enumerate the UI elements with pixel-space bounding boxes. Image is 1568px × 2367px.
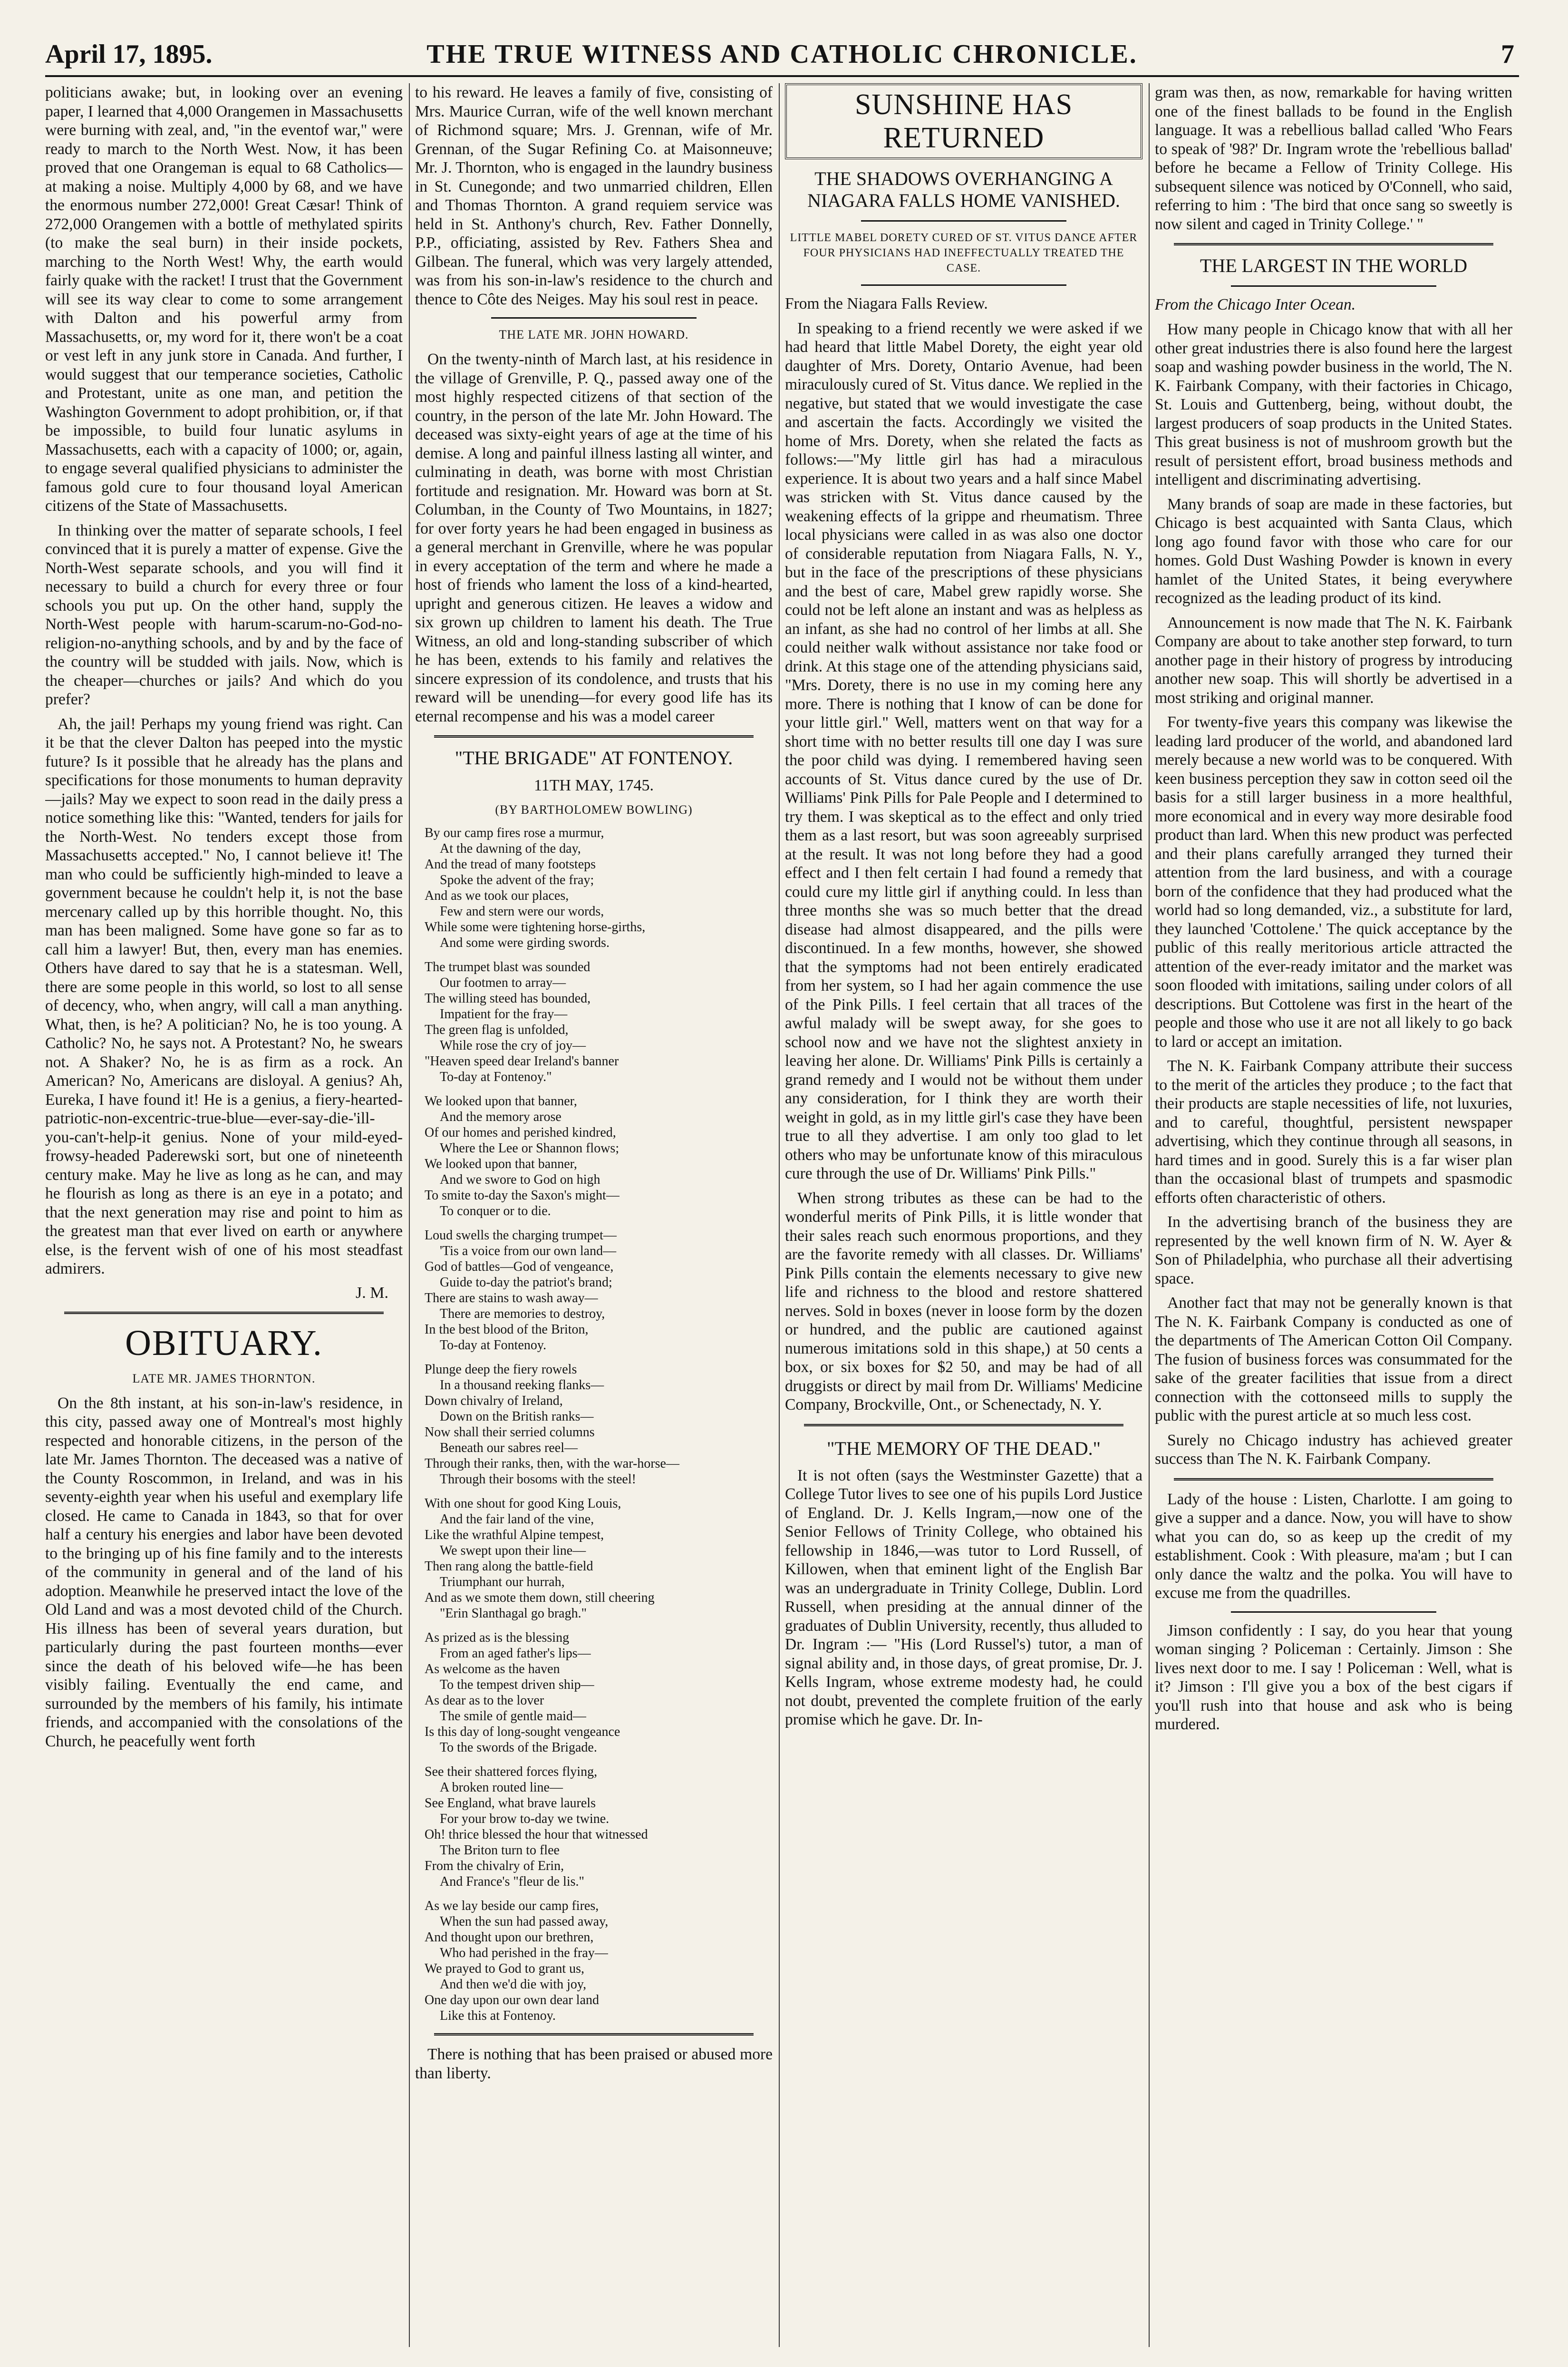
largest-paragraph: How many people in Chicago know that with all her other great industries there is also found here the largest soap and washing powder business in the world, The N. K. Fairbank Company, with their factories in Chicago, St. Louis and Guttenberg, being, without doubt, the largest producers of soap products in the United States. This great business is not of mushroom growth but the result of persistent effort, broad business methods and intelligent and discriminating advertising. <box>1155 321 1512 488</box>
poem-line: As we lay beside our camp fires, <box>425 1899 599 1913</box>
poem-line: For your brow to-day we twine. <box>440 1812 610 1826</box>
obituary-heading: OBITUARY. <box>125 1323 323 1363</box>
poem-stanza <box>425 825 773 951</box>
section-divider <box>434 2033 754 2036</box>
howard-heading: THE LATE MR. JOHN HOWARD. <box>499 328 689 341</box>
poem-line: As prized as is the blessing <box>425 1630 570 1645</box>
poem-line: Down on the British ranks— <box>440 1409 594 1424</box>
poem-line: To conquer or to die. <box>440 1204 551 1218</box>
poem-line: There are memories to destroy, <box>440 1306 605 1321</box>
poem-line: Beneath our sabres reel— <box>440 1441 578 1455</box>
poem-line: And the fair land of the vine, <box>440 1512 594 1527</box>
poem-line: Like the wrathful Alpine tempest, <box>425 1528 604 1542</box>
poem-line: As dear as to the lover <box>425 1693 544 1708</box>
howard-obituary-text: On the twenty-ninth of March last, at his residence in the village of Grenville, P. Q., passed away one of the most highly respected citizens of that section of the country, in the person of the late Mr. John Howard. The deceased was sixty-eight years of age at the time of his demise. A long and painful illness lasting all winter, and culminating in death, was borne with most Christian fortitude and resignation. Mr. Howard was born at St. Columban, in the County of Two Mountains, in 1827; for over forty years he had been engaged in business as a general merchant in Grenville, where he was popular in every acceptation of the term and where he made a host of friends who lament the loss of a kind-hearted, upright and generous citizen. He leaves a widow and six grown up children to lament his death. The True Witness, an old and long-standing subscriber of which he has been, extends to his family and relatives the sincere expression of its condolence, and trusts that his reward will be unending—for every good life has its eternal recompense and his was a model career <box>415 351 773 725</box>
poem-line: And thought upon our brethren, <box>425 1930 594 1945</box>
largest-paragraph: In the advertising branch of the business they are represented by the well known firm of N. W. Ayer & Son of Philadelphia, who purchase all their advertising space. <box>1155 1213 1512 1287</box>
poem-line: God of battles—God of vengeance, <box>425 1259 614 1274</box>
sunshine-headline: SUNSHINE HAS RETURNED <box>785 83 1142 159</box>
sunshine-paragraph: When strong tributes as these can be had to the wonderful merits of Pink Pills, it is little wonder that their sales reach such enormous proportions, and they are the favorite remedy with all classes. Dr. Williams' Pink Pills contain the elements necessary to give new life and richness to the blood and restore shattered nerves. Sold in boxes (never in loose form by the dozen or hundred, and the public are cautioned against numerous imitations sold in this shape,) at 50 cents a box, or six boxes for $2 50, and may be had of all druggists or direct by mail from Dr. Williams' Medicine Company, Brockville, Ont., or Schenectady, N. Y. <box>785 1189 1142 1413</box>
poem-line: Our footmen to array— <box>440 975 566 990</box>
poem-byline: (BY BARTHOLOMEW BOWLING) <box>495 803 693 817</box>
column-2 <box>415 83 773 2352</box>
poem-line: Spoke the advent of the fray; <box>440 873 594 887</box>
poem-line: To smite to-day the Saxon's might— <box>425 1188 619 1203</box>
poem-line: See England, what brave laurels <box>425 1796 596 1811</box>
poem-line: We looked upon that banner, <box>425 1157 577 1171</box>
newspaper-title: THE TRUE WITNESS AND CATHOLIC CHRONICLE. <box>426 39 1138 69</box>
poem-line: We looked upon that banner, <box>425 1094 577 1109</box>
largest-source: From the Chicago Inter Ocean. <box>1155 296 1356 313</box>
largest-paragraph: The N. K. Fairbank Company attribute their success to the merit of the articles they produce ; to the fact that their products are staple necessities of life, not luxuries, and to careful, thoughtful, persistent newspaper advertising, which they continue through all seasons, in hard times and in good. Surely this is a far wiser plan than the occasional blast of trumpets and spasmodic efforts often characteristic of others. <box>1155 1057 1512 1207</box>
poem-line: Through their bosoms with the steel! <box>440 1472 636 1487</box>
largest-paragraph: Announcement is now made that The N. K. Fairbank Company are about to take another step forward, to turn another page in their history of progress by introducing another new soap. This will shortly be advertised in a most striking and original manner. <box>1155 614 1512 707</box>
poem-line: And the tread of many footsteps <box>425 857 596 872</box>
poem-line: Of our homes and perished kindred, <box>425 1125 616 1140</box>
poem-line: At the dawning of the day, <box>440 841 581 856</box>
poem-line: In the best blood of the Briton, <box>425 1322 589 1337</box>
column-rule <box>409 83 410 2347</box>
poem-line: And France's "fleur de lis." <box>440 1874 584 1889</box>
poem-line: We swept upon their line— <box>440 1543 586 1558</box>
thornton-heading: LATE MR. JAMES THORNTON. <box>132 1371 316 1385</box>
section-divider <box>1231 285 1436 287</box>
page-number: 7 <box>1501 39 1514 69</box>
largest-paragraph: For twenty-five years this company was likewise the leading lard producer of the world, and abandoned lard merely because a new world was to be conquered. With keen business perception they saw in cotton seed oil the basis for a still larger business in a more healthful, more economical and in every way more desirable food product than lard. When this new product was perfected and their plans carefully arranged they turned their attention from the lard business, and with a courage born of the confidence that they had produced what the world had so long demanded, viz., a substitute for lard, they launched 'Cottolene.' The quick acceptance by the public of this really meritorious article attracted the attention of the ever-ready imitator and the market was soon flooded with imitations, sailing under colors of all descriptions. But Cottolene was first in the heart of the people and those who use it are not all likely to go back to lard or accept an imitation. <box>1155 713 1512 1051</box>
sunshine-paragraph: In speaking to a friend recently we were asked if we had heard that little Mabel Dorety, the eight year old daughter of Mrs. Dorety, Ontario Avenue, had been miraculously cured of St. Vitus dance. We replied in the negative, but stated that we would investigate the case and ascertain the facts. Accordingly we visited the home of Mrs. Dorety, when she related the facts as follows:—"My little girl has had a miraculous experience. It is about two years and a half since Mabel was stricken with St. Vitus dance caused by the weakening effects of la grippe and rheumatism. Three local physicians were called in as was also one doctor of considerable reputation from Niagara Falls, N. Y., but in the face of the prescriptions of these physicians and the best of care, Mabel grew rapidly worse. She could not be left alone an instant and was as helpless as an infant, as she had no control of her limbs at all. She could neither walk without assistance nor take food or drink. At this stage one of the attending physicians said, "Mrs. Dorety, there is no use in my coming here any more. There is nothing that I know of can be done for your little girl." Well, matters went on that way for a short time with no better results till one day I was sure the poor child was dying. I remembered having seen accounts of St. Vitus dance cured by the use of Dr. Williams' Pink Pills for Pale People and I determined to try them. I was skeptical as to the effect and only tried them as a last resort, but was soon agreeably surprised at the result. It was not long before they had a good effect and I then felt certain I had found a remedy that could cure my little girl if anything could. In less than three months she was so much better that the dread disease had almost disappeared, and the pills were discontinued. In a few months, however, she showed that the symptoms had not been entirely eradicated from her system, so I had her again commence the use of the Pink Pills. I feel certain that all traces of the awful malady will be swept away, for she goes to school now and we have not the slightest anxiety in leaving her alone. Dr. Williams' Pink Pills is certainly a grand remedy and I would not be without them under any consideration, for I think they are worth their weight in gold, as in my little girl's case they have been true to all they advertise. I am only too glad to let others who may be unfortunate know of this miraculous cure through the use of Dr. Williams' Pink Pills." <box>785 319 1142 1182</box>
poem-line: And as we took our places, <box>425 888 569 903</box>
poem-line: We prayed to God to grant us, <box>425 1961 584 1976</box>
poem-line: Impatient for the fray— <box>440 1007 568 1022</box>
largest-heading: THE LARGEST IN THE WORLD <box>1200 255 1468 276</box>
poem-stanza <box>425 1496 773 1621</box>
poem-line: Like this at Fontenoy. <box>440 2008 556 2023</box>
poem-line: 'Tis a voice from our own land— <box>440 1244 617 1258</box>
poem-line: A broken routed line— <box>440 1780 563 1795</box>
poem-line: In a thousand reeking flanks— <box>440 1378 604 1393</box>
poem-line: Loud swells the charging trumpet— <box>425 1228 617 1243</box>
section-divider <box>861 284 1066 286</box>
poem-date: 11TH MAY, 1745. <box>534 777 654 794</box>
poem-line: Who had perished in the fray— <box>440 1946 608 1960</box>
section-divider <box>64 1312 384 1314</box>
thornton-obituary-continued: to his reward. He leaves a family of five, consisting of Mrs. Maurice Curran, wife of the well known merchant of Richmond square; Mrs. J. Grennan, wife of Mr. Grennan, of the Sugar Refining Co. at Maisonneuve; Mr. J. Thornton, who is engaged in the laundry business in St. Cunegonde; and two unmarried children, Ellen and Thomas Thornton. A grand requiem service was held in St. Anthony's church, Rev. Father Donnelly, P.P., officiating, assisted by Rev. Fathers Shea and Gilbean. The funeral, which was very largely attended, was from his son-in-law's residence to the church and thence to Côte des Neiges. May his soul rest in peace. <box>415 84 773 308</box>
memory-heading: "THE MEMORY OF THE DEAD." <box>827 1437 1101 1459</box>
poem-line: See their shattered forces flying, <box>425 1764 598 1779</box>
poem-line: To the swords of the Brigade. <box>440 1740 597 1755</box>
poem-stanza <box>425 1227 773 1353</box>
poem-line: The willing steed has bounded, <box>425 991 591 1006</box>
poem-line: While some were tightening horse-girths, <box>425 920 646 935</box>
poem-title: "THE BRIGADE" AT FONTENOY. <box>455 747 733 769</box>
poem-body <box>425 825 773 2024</box>
poem-line: From the chivalry of Erin, <box>425 1859 564 1873</box>
poem-line: To the tempest driven ship— <box>440 1677 594 1692</box>
memory-continued: gram was then, as now, remarkable for having written one of the finest ballads to be found in the English language. It was a rebellious ballad called 'Who Fears to speak of '98?' Dr. Ingram wrote the 'rebellious ballad' before he became a Fellow of Trinity College. His subsequent silence was noticed by O'Connell, who said, referring to him : 'The bird that once sang so sweetly is now silent and caged in Trinity College.' " <box>1155 84 1512 233</box>
poem-line: And some were girding swords. <box>440 935 610 950</box>
poem-stanza <box>425 1630 773 1755</box>
largest-paragraph: Surely no Chicago industry has achieved greater success than The N. K. Fairbank Company. <box>1155 1431 1512 1468</box>
column-3 <box>785 83 1142 2352</box>
poem-line: Oh! thrice blessed the hour that witnessed <box>425 1827 648 1842</box>
poem-line: And we swore to God on high <box>440 1172 600 1187</box>
section-divider <box>1231 1611 1436 1613</box>
poem-line: When the sun had passed away, <box>440 1914 609 1929</box>
poem-line: And the memory arose <box>440 1110 561 1124</box>
poem-line: Down chivalry of Ireland, <box>425 1393 563 1408</box>
poem-line: As welcome as the haven <box>425 1662 560 1676</box>
column-rule <box>1149 83 1150 2347</box>
poem-line: Plunge deep the fiery rowels <box>425 1362 577 1377</box>
column-rule <box>779 83 780 2347</box>
poem-line: "Heaven speed dear Ireland's banner <box>425 1054 619 1069</box>
joke-paragraph: Jimson confidently : I say, do you hear that young woman singing ? Policeman : Certainly. Jimson : She lives next door to me. I say ! Policeman : Well, what is it? Jimson : I'll give you a box of the best cigars if you'll rush into that house and ask who is being murdered. <box>1155 1621 1512 1733</box>
section-divider <box>1174 243 1493 245</box>
thornton-obituary-text: On the 8th instant, at his son-in-law's residence, in this city, passed away one of Montreal's most highly respected and honorable citizens, in the person of the late Mr. James Thornton. The deceased was a native of the County Roscommon, in Ireland, and was in his seventy-eighth year when his useful and exemplary life closed. He came to Canada in 1843, so that for over half a century his energies and labor have been devoted to the bringing up of his fine family and to the interests of the community in general and of the land of his adoption. Meanwhile he preserved intact the love of the Old Land and was a most devoted child of the Church. His illness has been of several years duration, but particularly during the past fourteen months—ever since the death of his beloved wife—he has been visibly failing. Eventually the end came, and surrounded by the members of his family, his intimate friends, and accompanied with the consolations of the Church, he peacefully went forth <box>45 1394 403 1750</box>
poem-line: To-day at Fontenoy." <box>440 1070 552 1084</box>
poem-line: Triumphant our hurrah, <box>440 1575 565 1589</box>
poem-line: Few and stern were our words, <box>440 904 604 919</box>
section-divider <box>491 317 697 319</box>
poem-line: The smile of gentle maid— <box>440 1709 586 1724</box>
poem-line: Guide to-day the patriot's brand; <box>440 1275 612 1290</box>
poem-line: The Briton turn to flee <box>440 1843 560 1858</box>
poem-line: By our camp fires rose a murmur, <box>425 826 604 840</box>
sunshine-source: From the Niagara Falls Review. <box>785 295 988 312</box>
poem-stanza <box>425 1898 773 2024</box>
poem-line: The trumpet blast was sounded <box>425 960 590 974</box>
section-divider <box>804 1424 1123 1426</box>
poem-line: Now shall their serried columns <box>425 1425 595 1440</box>
masthead <box>45 37 1519 77</box>
poem-line: "Erin Slanthagal go bragh." <box>440 1606 587 1621</box>
letter-paragraph: politicians awake; but, in looking over an evening paper, I learned that 4,000 Orangemen in Massachusetts were burning with zeal, and, "in the eventof war," were ready to march to the North West. Now, it has been proved that one Orangeman is equal to 68 Catholics—at making a noise. Multiply 4,000 by 68, and we have the enormous number 272,000! Great Cæsar! Think of 272,000 Orangemen with a bottle of methylated spirits (to make the seal burn) in their inside pockets, marching to the North West! Why, the earth would fairly quake with the racket! I trust that the Government will see its way clear to come to some arrangement with Dalton and his powerful army from Massachusetts, or, my word for it, there won't be a coat or vest left in any junk store in Canada. And further, I would suggest that our temperance societies, Catholic and Protestant, unite as one man, and petition the Washington Government to adopt prohibition, or, if that be impossible, to build four lunatic asylums in Massachusetts, each with a capacity of 1000; or, again, to engage several qualified physicians to administer the famous gold cure to four thousand loyal American citizens of the State of Massachusetts. <box>45 84 403 515</box>
poem-line: To-day at Fontenoy. <box>440 1338 547 1353</box>
section-divider <box>861 220 1066 222</box>
poem-line: With one shout for good King Louis, <box>425 1496 621 1511</box>
letter-paragraph: In thinking over the matter of separate schools, I feel convinced that it is purely a matter of expense. Give the North-West separate schools, and you will find it necessary to build a church for every three or four schools you put up. On the other hand, supply the North-West people with harum-scarum-no-God-no-religion-no-anything schools, and by and by the face of the country will be studded with jails. Now, which is the cheaper—churches or jails? And which do you prefer? <box>45 521 403 708</box>
poem-line: Where the Lee or Shannon flows; <box>440 1141 619 1156</box>
column-1 <box>45 83 403 2352</box>
poem-line: One day upon our own dear land <box>425 1993 600 2007</box>
poem-line: Through their ranks, then, with the war-horse— <box>425 1456 679 1471</box>
poem-line: From an aged father's lips— <box>440 1646 591 1661</box>
sunshine-subhead: THE SHADOWS OVERHANGING A NIAGARA FALLS HOME VANISHED. <box>807 168 1120 211</box>
poem-stanza <box>425 1362 773 1487</box>
poem-line: And as we smote them down, still cheering <box>425 1590 655 1605</box>
largest-paragraph: Another fact that may not be generally known is that The N. K. Fairbank Company is conducted as one of the departments of The American Cotton Oil Company. The fusion of business forces was consummated for the sake of the greater facilities that issue from a direct connection with the cottonseed mills to supply the public with the purest article at so much less cost. <box>1155 1294 1512 1424</box>
sunshine-deck: LITTLE MABEL DORETY CURED OF ST. VITUS DANCE AFTER FOUR PHYSICIANS HAD INEFFECTUALLY TREATED THE CASE. <box>790 232 1138 274</box>
section-divider <box>434 735 754 738</box>
column-4 <box>1155 83 1512 2352</box>
poem-line: While rose the cry of joy— <box>440 1038 586 1053</box>
letter-paragraph: Ah, the jail! Perhaps my young friend was right. Can it be that the clever Dalton has peeped into the mystic future? Is it possible that he already has the plans and specifications for those monuments to human depravity—jails? May we expect to soon read in the daily press a notice something like this: "Wanted, tenders for jails for the North-West. No tenders except those from Massachusetts accepted." No, I cannot believe it! The man who could be sufficiently high-minded to leave a government because he couldn't help it, is not the base mercenary called up by this horrible thought. No, this man has been maligned. Some have gone so far as to call him a lawyer! But, then, every man has enemies. Others have dared to say that he is a statesman. Well, there are some people in this world, so lost to all sense of decency, who, when angry, will call a man anything. What, then, is he? A politician? No, he is too young. A Catholic? No, he says not. A Protestant? No, he swears not. A Shaker? No, he is as firm as a rock. An American? No, Americans are disloyal. A genius? Ah, Eureka, I have found it! He is a genius, a fiery-hearted-patriotic-non-excentric-true-blue—ever-say-die-'ill-you-can't-help-it genius. None of your mild-eyed-frowsy-headed Paderewski sort, but one of nineteenth century make. May he live as long as he can, and may he flourish as long as there is an eye in a potato; and that the next generation may rise and point to him as the greatest man that ever lived on earth or anywhere else, is the fervent wish of one of his most steadfast admirers. <box>45 715 403 1277</box>
joke-paragraph: Lady of the house : Listen, Charlotte. I am going to give a supper and a dance. Now, you will have to show what you can do, so as keep up the credit of my establishment. Cook : With pleasure, ma'am ; but I can only dance the waltz and the polka. You will have to excuse me from the quadrilles. <box>1155 1490 1512 1602</box>
poem-line: Then rang along the battle-field <box>425 1559 593 1574</box>
poem-line: There are stains to wash away— <box>425 1291 598 1305</box>
poem-line: The green flag is unfolded, <box>425 1023 569 1037</box>
liberty-epigram: There is nothing that has been praised or abused more than liberty. <box>415 2046 773 2082</box>
letter-signature: J. M. <box>356 1284 388 1302</box>
poem-stanza <box>425 1093 773 1219</box>
poem-stanza <box>425 1764 773 1890</box>
poem-line: And then we'd die with joy, <box>440 1977 587 1992</box>
largest-paragraph: Many brands of soap are made in these factories, but Chicago is best acquainted with Santa Claus, which long ago found favor with those who care for our homes. Gold Dust Washing Powder is known in every hamlet of the United States, it being everywhere recognized as the leading product of its kind. <box>1155 495 1512 607</box>
poem-line: Is this day of long-sought vengeance <box>425 1724 620 1739</box>
poem-stanza <box>425 959 773 1085</box>
issue-date: April 17, 1895. <box>45 39 213 69</box>
section-divider <box>1174 1478 1493 1481</box>
memory-paragraph: It is not often (says the Westminster Gazette) that a College Tutor lives to see one of his pupils Lord Justice of England. Dr. J. Kells Ingram,—now one of the Senior Fellows of Trinity College, who obtained his fellowship in 1846,—was tutor to Lord Russell, of Killowen, when that eminent light of the English Bar was an undergraduate in Trinity College, Dublin. Lord Russell, when presiding at the annual dinner of the graduates of Dublin University, recently, thus alluded to Dr. Ingram :— "His (Lord Russel's) tutor, a man of signal ability and, in those days, of great promise, Dr. J. Kells Ingram, whose extreme modesty had, he could not doubt, prevented the complete fruition of the early promise which he gave. Dr. In- <box>785 1466 1142 1728</box>
